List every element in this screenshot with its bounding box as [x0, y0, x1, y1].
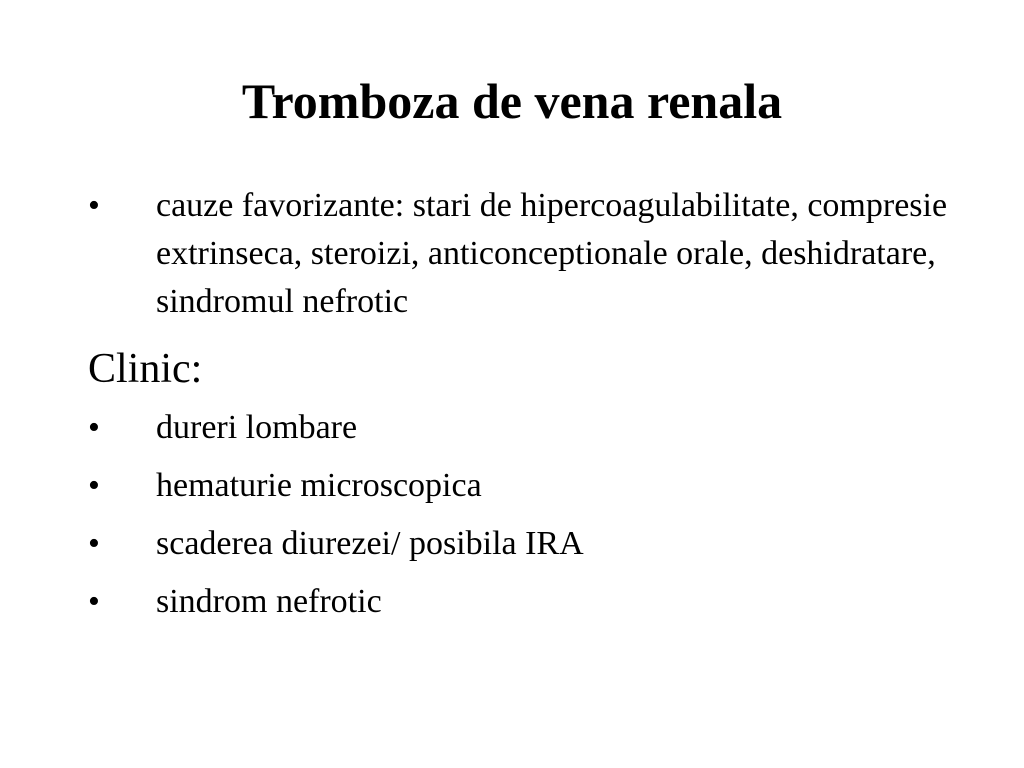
bullet-icon: • — [88, 187, 100, 224]
list-item — [88, 462, 968, 510]
slide-content — [88, 182, 968, 636]
list-item — [88, 404, 968, 452]
slide-title: Tromboza de vena renala — [241, 73, 783, 129]
list-item-text: hematurie microscopica — [156, 467, 482, 504]
causes-text: cauze favorizante: stari de hipercoagulabilitate, compresie extrinseca, steroizi, anticonceptionale orale, deshidratare, sindromul nefrotic — [156, 187, 948, 320]
bullet-icon: • — [88, 525, 100, 562]
clinic-heading: Clinic: — [88, 346, 203, 392]
list-item-text: sindrom nefrotic — [156, 583, 382, 620]
bullet-icon: • — [88, 583, 100, 620]
bullet-icon: • — [88, 467, 100, 504]
clinic-list — [88, 404, 968, 626]
bullet-icon: • — [88, 409, 100, 446]
list-item-text: dureri lombare — [156, 409, 358, 446]
list-item — [88, 520, 968, 568]
list-item-text: scaderea diurezei/ posibila IRA — [156, 525, 584, 562]
list-item-causes — [88, 182, 968, 326]
list-item — [88, 578, 968, 626]
